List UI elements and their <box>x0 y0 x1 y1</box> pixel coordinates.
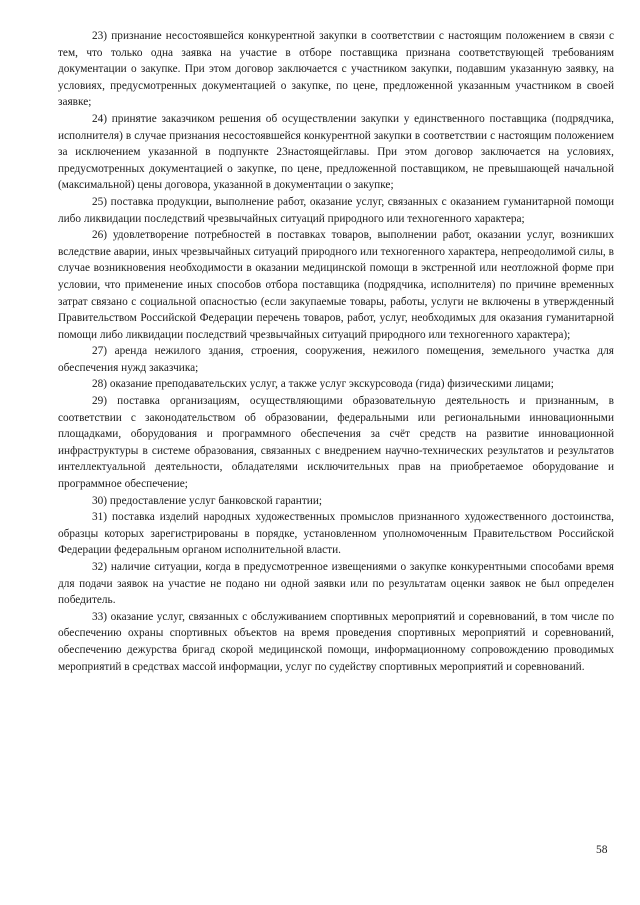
paragraph-30: 30) предоставление услуг банковской гарантии; <box>92 494 323 507</box>
paragraph-29: 29) поставка организациям, осуществляющими образовательную деятельность и признанным, в соответствии с законодательством об образовании, федеральными или региональными инновационными площадками, оборудования и программного обеспечения за счёт средств на развитие инновационной инфраструктуры в системе образования, связанных с внедрением научно-технических результатов и результатов интеллектуальной деятельности, обладателями исключительных прав на приобретаемое оборудование и программное обеспечение; <box>58 395 614 491</box>
paragraph-31: 31) поставка изделий народных художественных промыслов признанного художественного достоинства, образцы которых зарегистрированы в порядке, установленном уполномоченным Правительством Российской Федерации федеральным органом исполнительной власти. <box>58 511 614 557</box>
paragraph-33: 33) оказание услуг, связанных с обслуживанием спортивных мероприятий и соревнований, в том числе по обеспечению охраны спортивных объектов на время проведения спортивных мероприятий и соревнований, обеспечению дежурства бригад скорой медицинской помощи, информационному сопровождению проводимых мероприятий в средствах массой информации, услуг по судейству спортивных мероприятий и соревнований. <box>58 610 614 673</box>
page-number: 58 <box>596 844 608 856</box>
paragraph-32: 32) наличие ситуации, когда в предусмотренное извещениями о закупке конкурентными способами время для подачи заявок на участие не подано ни одной заявки или по результатам оценки заявок не был определен победитель. <box>58 561 614 607</box>
document-body <box>58 28 614 675</box>
paragraph-25: 25) поставка продукции, выполнение работ, оказание услуг, связанных с оказанием гуманитарной помощи либо ликвидации последствий чрезвычайных ситуаций природного или техногенного характера; <box>58 195 614 225</box>
paragraph-27: 27) аренда нежилого здания, строения, сооружения, нежилого помещения, земельного участка для обеспечения нужд заказчика; <box>58 345 614 374</box>
paragraph-24: 24) принятие заказчиком решения об осуществлении закупки у единственного поставщика (подрядчика, исполнителя) в случае признания несостоявшейся конкурентной закупки в соответствии с настоящим положением за исключением указанной в подпункте 23настоящейглавы. При этом договор заключается на условиях, предусмотренных документацией о закупке, по цене, предложенной поставщиком, не превышающей начальной (максимальной) цены договора, указанной в документации о закупке; <box>58 112 614 192</box>
paragraph-23: 23) признание несостоявшейся конкурентной закупки в соответствии с настоящим положением в связи с тем, что только одна заявка на участие в отборе поставщика признана соответствующей требованиям документации о закупке. При этом договор заключается с участником закупки, подавшим указанную заявку, на условиях, предусмотренных документацией о закупке, по цене, предложенной указанным участником в своей заявке; <box>58 30 614 109</box>
paragraph-26: 26) удовлетворение потребностей в поставках товаров, выполнении работ, оказании услуг, возникших вследствие аварии, иных чрезвычайных ситуаций природного или техногенного характера, непреодолимой силы, в случае возникновения необходимости в оказании медицинской помощи в экстренной или неотложной форме при условии, что применение иных способов отбора поставщика (подрядчика, исполнителя) по причине временных затрат связано с социальной опасностью (если закупаемые товары, работы, услуги не включены в утвержденный Правительством Российской Федерации перечень товаров, работ, услуг, необходимых для оказания гуманитарной помощи либо ликвидации последствий чрезвычайных ситуаций природного или техногенного характера); <box>58 229 614 341</box>
paragraph-28: 28) оказание преподавательских услуг, а также услуг экскурсовода (гида) физическими лицами; <box>92 378 554 391</box>
